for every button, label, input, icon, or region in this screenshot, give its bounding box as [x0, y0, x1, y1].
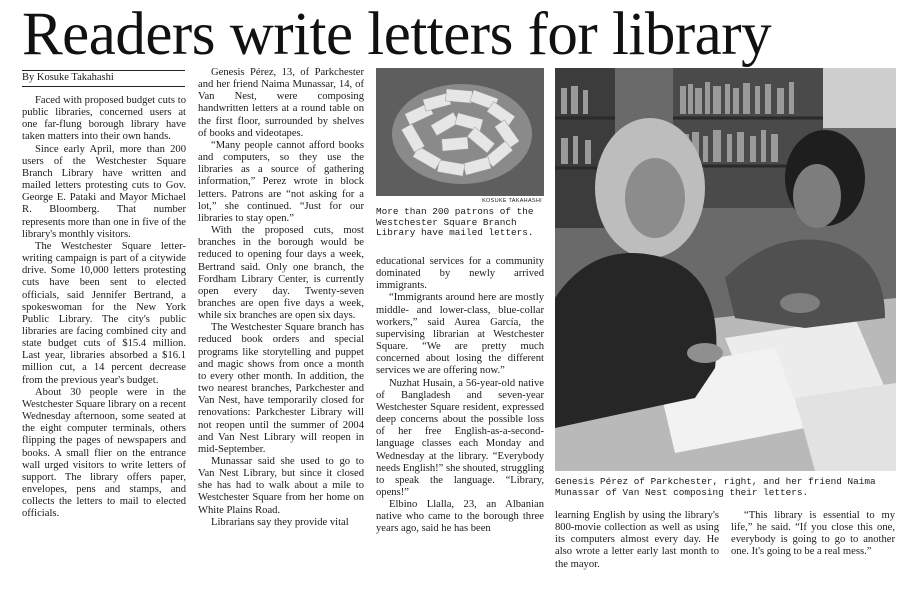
paragraph: Genesis Pérez, 13, of Parkchester and her friend Naima Munassar, 14, of Van Nest, were composing handwritten letters at a round table on the first floor, surrounded by shelves of books and videotapes.: [198, 67, 364, 139]
byline-bottom-rule: [22, 86, 185, 87]
paragraph: The Westchester Square letter-writing campaign is part of a citywide drive. Some 10,000 letters protesting cuts have been sent to elected officials, said Jennifer Bertrand, a spokeswoman for the New York Public Library. The city's public libraries are facing combined city and state budget cuts of $15.4 million. Last year, libraries absorbed a $16.1 million cut, a 14 percent decrease from the previous year's budget.: [22, 240, 186, 386]
byline: By Kosuke Takahashi: [22, 72, 114, 83]
paragraph: The Westchester Square branch has reduced book orders and special programs like storytelling and puppet and magic shows from once a month to every other month. In addition, the two nearest branches, Parkchester and Van Nest, have temporarily closed for renovations: Parkchester Library will not reopen until the summer of 2004 and Van Nest Library will reopen in mid-September.: [198, 322, 364, 455]
paragraph: “Many people cannot afford books and computers, so they use the libraries as a source of gathering information,” Perez wrote in block letters. Patrons are “not asking for a lot,” she continued. “Just for our libraries to stay open.”: [198, 139, 364, 224]
paragraph: Librarians say they provide vital: [211, 516, 349, 528]
paragraph: Munassar said she used to go to Van Nest Library, but since it closed she has had to walk about a mile to Westchester Square from her home on White Plains Road.: [198, 456, 364, 516]
paragraph: Elbino Llalla, 23, an Albanian native who came to the borough three years ago, said he has been: [376, 499, 544, 535]
paragraph: Faced with proposed budget cuts to public libraries, concerned users at one far-flung borough library have taken matters into their own hands.: [22, 95, 186, 143]
article-column-4: [555, 510, 719, 571]
article-column-5: [731, 510, 895, 559]
photo-girls-writing-letters: [555, 68, 896, 471]
article-column-1: [22, 95, 186, 520]
article-column-3: [376, 256, 544, 536]
photo-letters-on-table: [376, 68, 544, 196]
article-column-2: [198, 67, 364, 529]
photo-caption-2: Genesis Pérez of Parkchester, right, and her friend Naima Munassar of Van Nest composing their letters.: [555, 476, 876, 498]
photo-credit: KOSUKE TAKAHASHI: [482, 198, 542, 204]
paragraph: “Immigrants around here are mostly middle- and lower-class, blue-collar workers,” said Aurea García, the supervising librarian at Westchester Square. “We are pretty much concerned about losing the different services we are offering now.”: [376, 292, 544, 377]
paragraph: learning English by using the library's 800-movie collection as well as using its computers almost every day. He also wrote a letter early last month to the mayor.: [555, 510, 719, 570]
headline: Readers write letters for library: [22, 1, 772, 68]
paragraph: About 30 people were in the Westchester Square library on a recent Wednesday afternoon, some seated at the eight computer terminals, others flipping the pages of newspapers and books. A small flier on the entrance wall urged visitors to write letters of support. The library offers paper, envelopes, pens and stamps, and collects the letters to mail to elected officials.: [22, 386, 186, 520]
paragraph: educational services for a community dominated by newly arrived immigrants.: [376, 256, 544, 292]
paragraph: Since early April, more than 200 users of the Westchester Square Branch Library have written and mailed letters protesting cuts to Gov. George E. Pataki and Mayor Michael R. Bloomberg. That number represents more than one in five of the library's monthly visitors.: [22, 143, 186, 240]
photo-caption-1: More than 200 patrons of the Westchester Square Branch Library have mailed letters.: [376, 206, 534, 239]
paragraph: Nuzhat Husain, a 56-year-old native of Bangladesh and seven-year Westchester Square resident, expressed deep concerns about the possible loss of her free English-as-a-second-language classes each Monday and Wednesday at the library. “Everybody needs English!” she shouted, struggling to speak the language. “Library, opens!”: [376, 377, 545, 498]
paragraph: With the proposed cuts, most branches in the borough would be reduced to opening four days a week, Bertrand said. Only one branch, the Fordham Library Center, is currently open every day. Twenty-seven branches are open five days a week, while six branches are open six days.: [198, 225, 364, 322]
paragraph: “This library is essential to my life,” he said. “If you close this one, everybody is going to go to another one. It's going to be a real mess.”: [731, 510, 895, 558]
